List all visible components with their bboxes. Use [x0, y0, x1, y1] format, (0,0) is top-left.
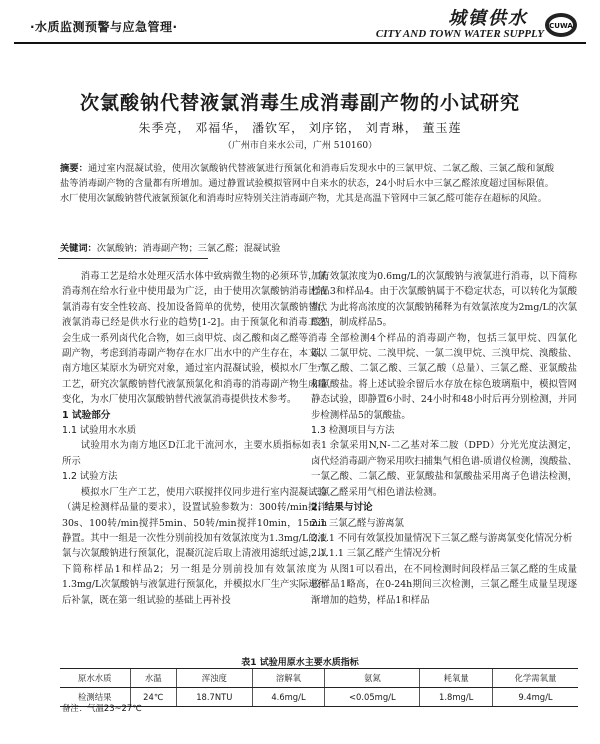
table-cell: <0.05mg/L — [325, 688, 420, 707]
subsection-heading: 2.1 三氯乙醛与游离氯 — [311, 517, 404, 529]
table-cell: 18.7NTU — [176, 688, 252, 707]
subsection-heading: 2.1.1 不同有效氯投加量情况下三氯乙醛与游离氯变化情况分析 — [311, 532, 573, 544]
body-paragraph: 全部检测4个样品的消毒副产物，包括三氯甲烷、四氯化碳、二氯甲烷、二溴甲烷、一氯二溴甲烷、三溴甲烷、溴酸盐、一氯乙酸、二氯乙酸、三氯乙酸（总量）、三氯乙醛、亚氯酸盐和氯酸盐。将上述试验余留后水存放在棕色玻璃瓶中，模拟管网静态试验，即静置6小时、24小时和48小时后再分别检测，并同步检测样品5的氯酸盐。 — [311, 332, 577, 421]
subsection-heading: 1.1 试验用水水质 — [62, 425, 137, 437]
section-heading: 2. 结果与讨论 — [311, 502, 373, 514]
abstract — [60, 161, 554, 206]
section-heading: 1 试验部分 — [62, 409, 111, 421]
keywords-label: 关键词： — [60, 243, 97, 254]
table-header-row — [60, 669, 578, 688]
cuwa-logo-icon — [544, 12, 578, 38]
abstract-divider — [58, 258, 208, 259]
intro-paragraph: 消毒工艺是给水处理灭活水体中致病微生物的必须环节，氯消毒剂在给水行业中使用最为广泛，由于使用次氯酸钠消毒比液氯消毒有安全性较高、投加设备简单的优势，使用次氯酸钠替代液氯消毒已经是供水行业的趋势[1-2]。由于预氯化和消毒工艺会生成一系列卤代化合物，如三卤甲烷、卤乙酸和卤乙醛等消毒副产物，考虑到消毒副产物存在水厂出水中的产生存在，本文以南方地区某原水为研究对象，通过室内混凝试验，模拟水厂生产工艺，研究次氯酸钠替代液氯预氯化和消毒的消毒副产物生成量变化，为水厂使用次氯酸钠替代液氯消毒提供技术参考。 — [62, 271, 327, 406]
body-paragraph: 加有效氯浓度为0.6mg/L的次氯酸钠与液氯进行消毒，以下简称样品3和样品4。由于次氯酸钠属于不稳定状态，可以转化为氯酸盐，为此将高浓度的次氯酸钠稀释为有效氯浓度为2mg/L的次氯酸钠，制成样品5。 — [311, 271, 577, 329]
abstract-label: 摘要： — [60, 163, 88, 174]
subsection-heading: 1.3 检测项目与方法 — [311, 425, 395, 437]
table-header-cell: 化学需氧量 — [492, 669, 578, 688]
left-column — [62, 269, 327, 608]
journal-name-en: CITY AND TOWN WATER SUPPLY — [375, 28, 544, 40]
abstract-text: 通过室内混凝试验，使用次氯酸钠代替液氯进行预氯化和消毒后发现水中的三氯甲烷、二氯乙酸、三氯乙酸和氯酸盐等消毒副产物的含量都有所增加。通过静置试验模拟管网中自来水的状态，24小时后水中三氯乙醛浓度超过国标限值。水厂使用次氯酸钠替代液氯预氯化和消毒时应特别关注消毒副产物，尤其是高温下管网中三氯乙醛可能存在超标的风险。 — [60, 163, 555, 204]
subsection-heading: 1.2 试验方法 — [62, 471, 118, 483]
table-cell: 4.6mg/L — [252, 688, 324, 707]
table-cell: 检测结果 — [60, 688, 130, 707]
table-header-cell: 原水水质 — [60, 669, 130, 688]
right-column — [311, 269, 577, 608]
subsection-heading: 2.1.1.1 三氯乙醛产生情况分析 — [311, 548, 441, 560]
table-cell: 9.4mg/L — [492, 688, 578, 707]
keywords — [60, 240, 554, 254]
table-header-cell: 耗氧量 — [420, 669, 492, 688]
body-paragraph: 试验用水为南方地区D江北干流河水，主要水质指标如表1所示 — [62, 440, 327, 467]
body-paragraph: 模拟水厂生产工艺，使用六联搅拌仪同步进行室内混凝试验（满足检测样品量的要求），设置试验参数为：300转/min搅拌30s、100转/min搅拌5min、50转/min搅拌10min，15min静置。其中一组是一次性分别前投加有效氯浓度为1.3mg/L的液氯与次氯酸钠进行预氯化，混凝沉淀后取上清液用滤纸过滤，以下简称样品1和样品2；另一组是分别前投加有效氯浓度为1.3mg/L次氯酸钠与液氯进行预氯化，并模拟水厂生产实际进行后补氯，既在第一组试验的基础上再补投 — [62, 486, 327, 606]
table-cell: 1.8mg/L — [420, 688, 492, 707]
journal-name-cn: 城镇供水 — [448, 8, 528, 29]
header-divider — [14, 42, 586, 44]
logo-text: CUWA — [549, 22, 573, 30]
article-authors: 朱季亮， 邓福华， 潘钦军， 刘序铭， 刘青琳， 董玉莲 — [138, 121, 462, 135]
table-header-cell: 浑浊度 — [176, 669, 252, 688]
section-label: ·水质监测预警与应急管理· — [30, 20, 178, 34]
keywords-text: 次氯酸钠；消毒副产物；三氯乙醛；混凝试验 — [96, 243, 281, 254]
table-header-cell: 溶解氧 — [252, 669, 324, 688]
body-paragraph: 余氯采用N,N-二乙基对苯二胺（DPD）分光光度法测定，卤代烃消毒副产物采用吹扫捕集气相色谱-质谱仪检测，溴酸盐、一氯乙酸、二氯乙酸、亚氯酸盐和氯酸盐采用离子色谱法检测，三氯乙醛采用气相色谱法检测。 — [311, 440, 577, 498]
journal-masthead — [376, 4, 578, 40]
table-caption: 表1 试验用原水主要水质指标 — [241, 658, 359, 668]
table-header-cell: 氨氮 — [325, 669, 420, 688]
table-header-cell: 水温 — [130, 669, 176, 688]
body-paragraph: 从图1可以看出，在不同检测时间段样品三氯乙醛的生成量较样品1略高，在0-24h期间三次检测，三氯乙醛生成量呈现逐渐增加的趋势，样品1和样品 — [311, 563, 577, 606]
table-note: 备注：气温23~27℃ — [62, 703, 142, 713]
article-title: 次氯酸钠代替液氯消毒生成消毒副产物的小试研究 — [79, 92, 520, 114]
table-cell: 24℃ — [130, 688, 176, 707]
article-affiliation: （广州市自来水公司，广州 510160） — [222, 141, 378, 151]
